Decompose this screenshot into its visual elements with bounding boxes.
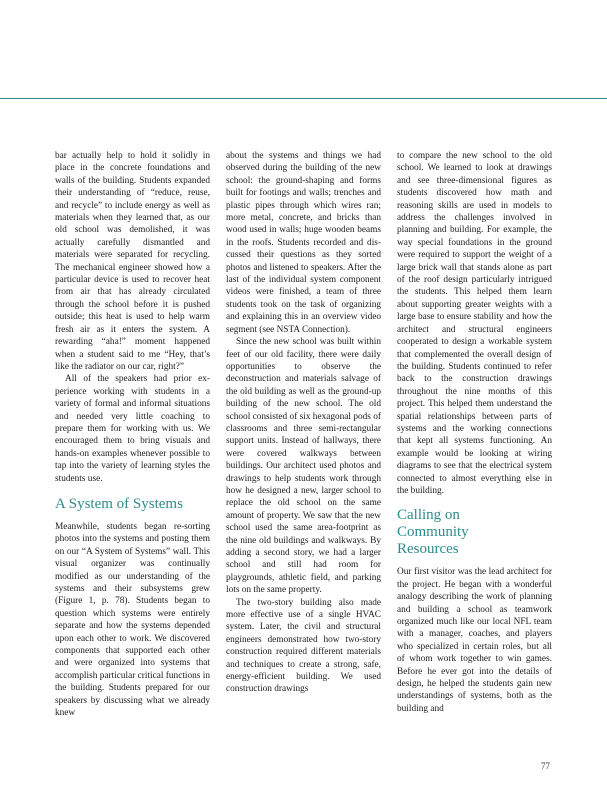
paragraph: Meanwhile, students began re-sorting photos into the systems and posting them on our “A System of Systems” wall. This visual organizer was continually modified as our understanding of the systems and their subsystems grew (Figure 1, p. 78). Students began to question which systems were entirely separate and how the systems depended upon each other to work. We discovered components that supported each other and were organized into systems that accomplish particular critical functions in the building. Students prepared for our speakers by discussing what we already knew [55,521,210,719]
text-column-3 [397,150,552,715]
text-column-1 [55,150,210,719]
text-column-2 [226,150,381,696]
paragraph: about the systems and things we had observed during the building of the new school: the ground-shaping and forms built for footings and walls; trenches and plastic pipes through which wires ran; more metal, concrete, and bricks than wood used in walls; huge wooden beams in the roofs. Students recorded and discussed their questions as they sorted photos and listened to speakers. After the last of the individual system component videos were finished, a team of three students took on the task of organizing and explaining this in an overview video segment (see NSTA Connection). [226,151,381,335]
header-rule [0,98,607,99]
section-heading-system-of-systems: A System of Systems [55,495,183,512]
page-number: 77 [541,761,550,771]
paragraph: The two-story building also made more effective use of a single HVAC system. Later, the civil and structural engineers demonstrated how two-story construction required different materials and techniques to create a strong, safe, energy-efficient building. We used construction drawings [226,597,381,695]
paragraph: to compare the new school to the old school. We learned to look at drawings and see three-dimensional figures as students discovered how math and reasoning skills are used in models to address the challenges involved in planning and building. For example, the way special foundations in the ground were required to support the weight of a large brick wall that stands alone as part of the roof design particularly intrigued the students. This helped them learn about supporting greater weights with a large base to ensure stability and how the architect and structural engineers cooperated to design a workable system that complemented the overall design of the building. Students continued to refer back to the construction drawings throughout the nine months of this project. This helped them understand the spatial relationships between parts of systems and the working connections that kept all systems functioning. An example would be looking at wiring diagrams to see that the electrical system connected to almost everything else in the building. [397,151,552,496]
section-heading-community-resources [397,507,552,558]
heading-line: Calling on [397,507,460,524]
paragraph: Our first visitor was the lead architect for the project. He began with a wonderful analogy describing the work of planning and building a school as teamwork organized much like our local NFL team with a manager, coaches, and players who specialized in certain roles, but all of whom work together to win games. Before he ever got into the details of design, he helped the students gain new understandings of systems, both as the building and [397,567,552,714]
heading-line: Community [397,524,469,541]
paragraph: Since the new school was built within feet of our old facility, there were daily opportunities to observe the deconstruction and materials salvage of the old building as well as the ground-up building of the new school. The old school consisted of six hexagonal pods of classrooms and three semi-rectangular support units. Instead of hallways, there were covered walkways between buildings. Our architect used photos and drawings to help students work through how he designed a new, larger school to replace the old school on the same amount of property. We saw that the new school used the same area-footprint as the nine old buildings and walkways. By adding a second story, we had a larger school and still had room for playgrounds, athletic field, and parking lots on the same property. [226,337,381,596]
paragraph: All of the speakers had prior experience working with students in a variety of formal and informal situations and needed very little coaching to prepare them for working with us. We encouraged them to bring visuals and hands-on examples whenever possible to tap into the variety of learning styles the students use. [55,374,210,484]
heading-line: Resources [397,541,459,558]
paragraph: bar actually help to hold it solidly in place in the concrete foundations and walls of the building. Students expanded their understanding of “reduce, reuse, and recycle” to include energy as well as materials when they learned that, as our old school was demolished, it was actually carefully dismantled and materials were separated for recycling. The mechanical engineer showed how a particular device is used to recover heat from air that has already circulated through the school before it is pushed outside; this heat is used to help warm fresh air as it enters the system. A rewarding “aha!” moment happened when a student said to me “Hey, that’s like the radiator on our car, right?” [55,151,210,372]
